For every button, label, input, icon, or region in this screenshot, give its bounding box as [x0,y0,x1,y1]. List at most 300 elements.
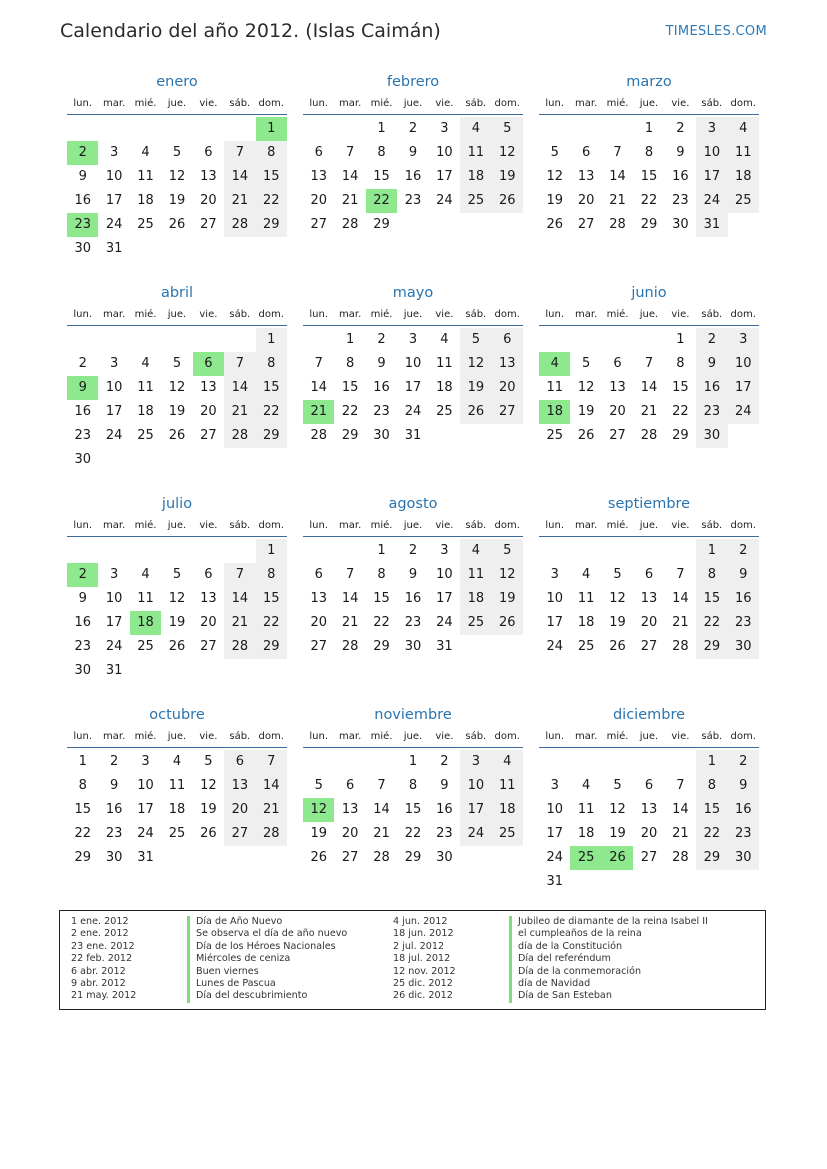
day-cell: 13 [200,380,217,395]
day-cell: 5 [172,356,182,371]
legend-holiday-name: Miércoles de ceniza [187,953,347,965]
weekday-label: mar. [103,97,126,109]
weekday-label: mar. [339,519,362,531]
day-cell: 16 [672,169,689,184]
day-cell: 22 [74,826,91,841]
weekday-label: mar. [575,308,598,320]
day-cell: 10 [728,352,759,376]
day-cell: 22 [404,826,422,841]
day-cell: 16 [696,376,727,400]
day-cell: 19 [492,587,523,611]
holiday-day-cell: 2 [67,563,98,587]
day-cell: 20 [640,615,658,630]
day-cell: 28 [224,635,255,659]
day-cell: 17 [728,376,759,400]
day-cell: 6 [644,567,654,582]
day-cell: 28 [310,428,327,443]
day-cell: 28 [256,822,287,846]
weekday-label: jue. [403,308,423,320]
day-cell: 18 [577,615,595,630]
day-cell: 7 [314,356,323,371]
day-cell: 8 [256,141,287,165]
day-cell: 23 [696,400,727,424]
day-cell: 22 [373,615,390,630]
day-cell: 15 [256,587,287,611]
weekday-label: jue. [639,308,659,320]
day-cell: 29 [373,639,390,654]
day-cell: 14 [672,591,689,606]
day-cell: 22 [696,611,727,635]
day-cell: 5 [613,778,622,793]
day-cell: 10 [105,380,123,395]
day-cell: 21 [256,798,287,822]
page-title: Calendario del año 2012. (Islas Caimán) [60,20,441,42]
day-cell: 28 [609,217,626,232]
day-cell: 1 [78,754,87,769]
day-cell: 29 [672,428,689,443]
day-cell: 31 [105,241,123,256]
legend-date: 22 feb. 2012 [71,953,133,965]
day-cell: 19 [492,165,523,189]
day-cell: 11 [137,591,154,606]
day-cell: 17 [404,380,422,395]
day-cell: 31 [404,428,422,443]
day-cell: 15 [373,591,390,606]
day-cell: 9 [728,774,759,798]
day-cell: 7 [224,352,255,376]
day-cell: 30 [74,452,91,467]
day-cell: 10 [105,169,123,184]
day-cell: 3 [440,543,449,558]
month-name: diciembre [612,707,686,723]
day-cell: 30 [696,424,727,448]
day-cell: 29 [696,846,727,870]
day-cell: 27 [200,428,217,443]
day-cell: 17 [436,169,453,184]
day-cell: 9 [676,145,685,160]
legend-date: 18 jun. 2012 [393,928,454,940]
legend-holiday-name: Día de los Héroes Nacionales [187,941,347,953]
day-cell: 8 [256,352,287,376]
weekday-label: dom. [730,519,756,531]
day-cell: 4 [141,567,150,582]
day-cell: 1 [256,539,287,563]
legend-holiday-name: Día de Año Nuevo [187,916,347,928]
day-cell: 21 [672,826,689,841]
day-cell: 10 [436,567,453,582]
day-cell: 24 [137,826,154,841]
weekday-header [539,92,759,115]
day-cell: 26 [168,428,186,443]
weekday-label: mar. [575,519,598,531]
weekday-header [539,303,759,326]
legend-date: 25 dic. 2012 [393,977,453,989]
day-cell: 15 [640,169,658,184]
day-cell: 12 [577,380,595,395]
day-cell: 4 [460,117,491,141]
day-cell: 27 [577,217,595,232]
day-cell: 14 [341,169,359,184]
day-cell: 13 [200,169,217,184]
weekday-label: mié. [606,519,629,531]
day-cell: 21 [640,404,658,419]
weekday-label: jue. [639,519,659,531]
weekday-label: jue. [403,97,423,109]
day-cell: 8 [377,145,386,160]
day-cell: 25 [137,217,154,232]
day-cell: 19 [200,802,217,817]
day-cell: 7 [676,778,685,793]
month-name: septiembre [607,496,691,512]
weekday-label: sáb. [229,308,251,320]
day-cell: 28 [373,850,390,865]
day-cell: 19 [168,615,186,630]
day-cell: 19 [168,404,186,419]
weekday-label: mar. [103,519,126,531]
month-julio [67,494,287,689]
weekday-label: lun. [309,519,329,531]
day-cell: 20 [577,193,595,208]
month-enero [67,72,287,267]
day-cell: 28 [224,213,255,237]
day-cell: 27 [640,639,658,654]
day-cell: 7 [377,778,386,793]
day-cell: 31 [105,663,123,678]
day-cell: 14 [224,165,255,189]
day-cell: 20 [310,615,327,630]
day-cell: 17 [105,193,123,208]
day-cell: 23 [74,639,91,654]
weekday-header [539,725,759,748]
weekday-label: mar. [575,730,598,742]
day-cell: 27 [341,850,359,865]
brand-logo[interactable]: TIMESLES.COM [665,24,767,39]
weekday-label: lun. [309,308,329,320]
weekday-label: vie. [671,97,690,109]
day-cell: 19 [310,826,327,841]
day-cell: 3 [408,332,418,347]
day-cell: 13 [577,169,595,184]
legend-holiday-name: Jubileo de diamante de la reina Isabel II [509,916,708,928]
legend-holiday-name: día de la Constitución [509,941,708,953]
day-cell: 27 [310,217,327,232]
day-cell: 19 [460,376,491,400]
day-cell: 25 [728,189,759,213]
day-grid [67,539,287,689]
day-cell: 8 [78,778,87,793]
weekday-label: sáb. [701,308,723,320]
legend-date: 9 abr. 2012 [71,977,126,989]
holiday-day-cell: 18 [539,400,570,424]
day-cell: 23 [373,404,390,419]
weekday-label: vie. [671,519,690,531]
month-abril [67,283,287,478]
day-cell: 5 [172,145,182,160]
day-cell: 4 [440,332,449,347]
day-cell: 20 [310,193,327,208]
day-cell: 17 [696,165,727,189]
month-junio [539,283,759,478]
month-octubre [67,705,287,900]
day-cell: 2 [676,121,685,136]
day-cell: 25 [168,826,186,841]
weekday-header [67,514,287,537]
day-cell: 27 [609,428,626,443]
month-diciembre [539,705,759,900]
day-cell: 15 [256,376,287,400]
day-cell: 24 [546,639,563,654]
day-cell: 19 [577,404,595,419]
weekday-label: mié. [370,519,393,531]
day-grid [539,117,759,267]
legend-date: 21 may. 2012 [71,990,137,1002]
day-cell: 6 [204,567,213,582]
day-cell: 6 [204,145,213,160]
weekday-label: lun. [309,730,329,742]
day-cell: 31 [137,850,154,865]
day-cell: 14 [224,587,255,611]
day-cell: 5 [172,567,182,582]
day-cell: 21 [672,615,689,630]
weekday-label: dom. [494,730,520,742]
day-cell: 26 [609,639,626,654]
legend-holiday-name: Día del referéndum [509,953,708,965]
weekday-label: mar. [339,730,362,742]
month-name: mayo [392,285,434,301]
day-cell: 7 [224,563,255,587]
weekday-label: jue. [167,97,187,109]
legend-date: 4 jun. 2012 [393,916,448,927]
weekday-header [303,725,523,748]
day-cell: 5 [314,778,323,793]
day-cell: 13 [640,802,658,817]
weekday-label: dom. [258,519,284,531]
weekday-label: dom. [494,519,520,531]
day-cell: 24 [404,404,422,419]
day-cell: 26 [546,217,563,232]
day-cell: 13 [640,591,658,606]
legend-names-right [509,916,708,1003]
holiday-day-cell: 1 [256,117,287,141]
day-cell: 4 [172,754,182,769]
day-cell: 2 [728,539,759,563]
day-cell: 4 [581,778,591,793]
day-cell: 22 [256,400,287,424]
weekday-label: lun. [545,730,565,742]
holiday-day-cell: 12 [303,798,334,822]
day-cell: 8 [676,356,685,371]
weekday-label: sáb. [701,519,723,531]
weekday-header [67,725,287,748]
holiday-day-cell: 21 [303,400,334,424]
day-cell: 16 [728,798,759,822]
day-cell: 4 [492,750,523,774]
day-cell: 24 [105,217,123,232]
day-cell: 13 [224,774,255,798]
day-cell: 6 [644,778,654,793]
day-cell: 15 [341,380,359,395]
legend-names-left [187,916,347,1003]
day-cell: 8 [696,774,727,798]
day-cell: 28 [672,850,689,865]
holiday-day-cell: 18 [130,611,161,635]
day-cell: 12 [168,380,186,395]
day-cell: 11 [546,380,563,395]
weekday-header [303,303,523,326]
weekday-label: dom. [730,730,756,742]
day-cell: 12 [546,169,563,184]
day-cell: 25 [546,428,563,443]
weekday-label: sáb. [465,308,487,320]
day-cell: 27 [200,639,217,654]
legend-date: 18 jul. 2012 [393,953,451,965]
day-cell: 24 [696,189,727,213]
day-cell: 5 [613,567,622,582]
day-cell: 10 [546,591,563,606]
month-name: junio [631,285,667,301]
legend-holiday-name: Lunes de Pascua [187,978,347,990]
month-name: enero [156,74,198,90]
day-cell: 18 [436,380,453,395]
day-cell: 14 [640,380,658,395]
weekday-label: mié. [134,519,157,531]
day-cell: 12 [168,169,186,184]
day-cell: 10 [696,141,727,165]
day-cell: 10 [404,356,422,371]
day-cell: 1 [676,332,685,347]
day-cell: 27 [310,639,327,654]
weekday-label: jue. [167,730,187,742]
day-cell: 19 [168,193,186,208]
day-cell: 11 [460,141,491,165]
day-cell: 7 [676,567,685,582]
weekday-label: sáb. [229,519,251,531]
day-cell: 9 [728,563,759,587]
day-cell: 11 [492,774,523,798]
weekday-label: mié. [134,730,157,742]
day-cell: 2 [109,754,119,769]
day-cell: 6 [581,145,591,160]
day-cell: 9 [377,356,386,371]
day-cell: 1 [408,754,418,769]
day-cell: 15 [74,802,91,817]
day-cell: 23 [672,193,689,208]
day-cell: 5 [492,117,523,141]
weekday-label: vie. [671,308,690,320]
weekday-label: mié. [134,97,157,109]
month-name: agosto [388,496,438,512]
month-noviembre [303,705,523,900]
day-cell: 8 [377,567,386,582]
holiday-day-cell: 9 [67,376,98,400]
day-cell: 30 [74,663,91,678]
day-cell: 29 [256,424,287,448]
day-cell: 10 [460,774,491,798]
day-cell: 21 [224,189,255,213]
holiday-day-cell: 26 [602,846,633,870]
day-cell: 26 [310,850,327,865]
day-cell: 10 [546,802,563,817]
day-cell: 14 [373,802,390,817]
month-marzo [539,72,759,267]
day-cell: 22 [640,193,658,208]
day-cell: 16 [74,193,91,208]
day-cell: 22 [672,404,689,419]
day-cell: 17 [546,826,563,841]
day-cell: 28 [640,428,658,443]
day-cell: 2 [78,356,87,371]
day-cell: 11 [137,380,154,395]
legend-holiday-name: día de Navidad [509,978,708,990]
weekday-label: lun. [309,97,329,109]
month-name: marzo [626,74,672,90]
day-cell: 6 [314,145,323,160]
weekday-header [303,514,523,537]
day-cell: 13 [200,591,217,606]
legend-holiday-name: Día del descubrimiento [187,990,347,1002]
holiday-day-cell: 22 [366,189,397,213]
day-cell: 16 [74,404,91,419]
day-cell: 25 [492,822,523,846]
day-cell: 16 [373,380,390,395]
holiday-day-cell: 4 [539,352,570,376]
day-grid [67,117,287,267]
day-cell: 24 [546,850,563,865]
day-cell: 11 [436,356,453,371]
day-cell: 12 [460,352,491,376]
day-cell: 6 [492,328,523,352]
day-cell: 10 [105,591,123,606]
day-cell: 15 [256,165,287,189]
day-cell: 25 [137,639,154,654]
day-cell: 26 [492,189,523,213]
day-cell: 30 [672,217,689,232]
weekday-label: jue. [639,97,659,109]
day-cell: 20 [640,826,658,841]
day-cell: 23 [404,615,422,630]
day-cell: 29 [341,428,359,443]
weekday-header [539,514,759,537]
day-grid [67,328,287,478]
legend-date: 2 ene. 2012 [71,928,129,940]
day-cell: 13 [341,802,359,817]
legend-dates-left [71,916,136,1003]
day-cell: 29 [256,635,287,659]
day-cell: 14 [609,169,626,184]
day-cell: 30 [404,639,422,654]
day-cell: 7 [644,356,654,371]
day-cell: 28 [672,639,689,654]
day-grid [303,539,523,689]
day-cell: 25 [460,611,491,635]
weekday-label: mié. [370,308,393,320]
month-agosto [303,494,523,689]
day-cell: 11 [137,169,154,184]
day-cell: 12 [168,591,186,606]
day-cell: 19 [546,193,563,208]
day-grid [303,117,523,267]
day-cell: 29 [256,213,287,237]
day-cell: 29 [640,217,658,232]
day-cell: 27 [224,822,255,846]
day-cell: 12 [200,778,217,793]
day-cell: 24 [436,193,453,208]
weekday-label: mié. [134,308,157,320]
day-grid [67,750,287,900]
day-cell: 11 [728,141,759,165]
day-cell: 9 [78,591,87,606]
day-cell: 22 [696,822,727,846]
